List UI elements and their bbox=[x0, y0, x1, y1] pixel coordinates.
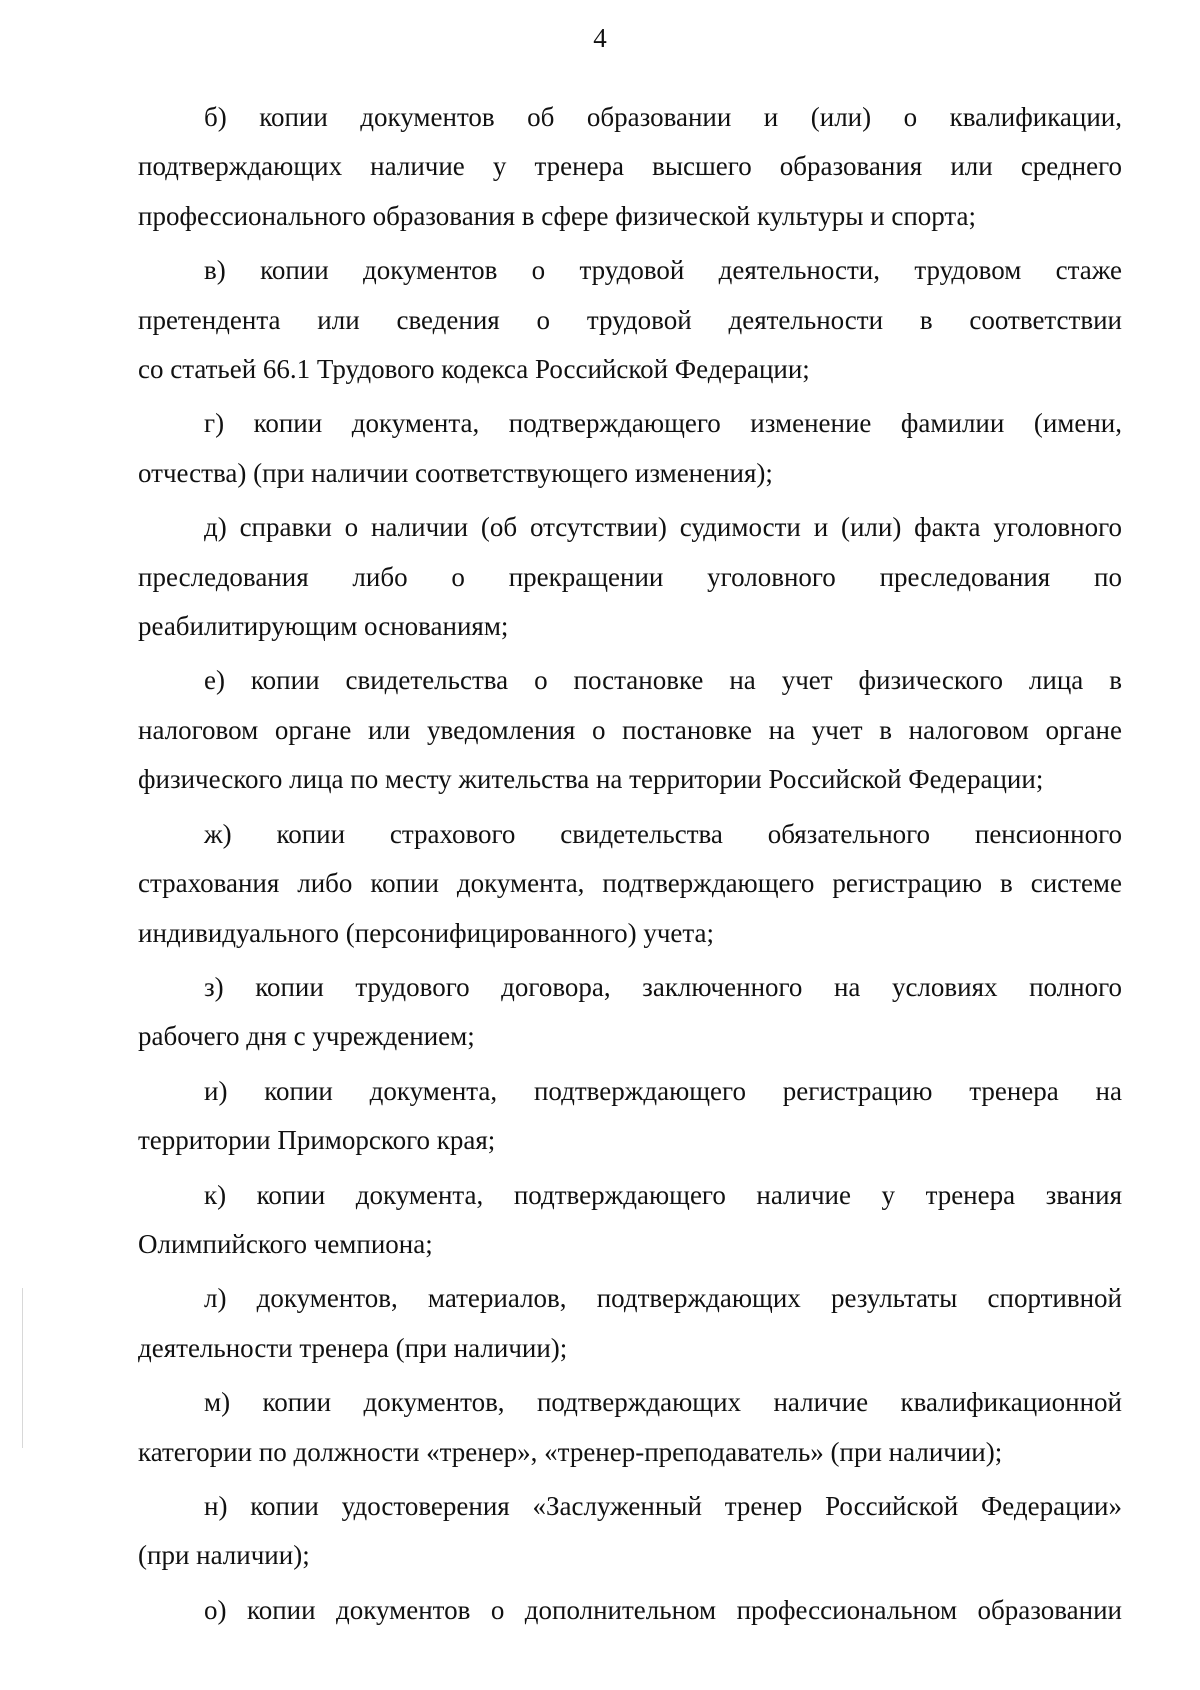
paragraph-line: з) копии трудового договора, заключенного на условиях полного bbox=[204, 971, 1122, 1002]
paragraph-b bbox=[138, 93, 1122, 241]
paragraph-line: претендента или сведения о трудовой деятельности в соответствии bbox=[138, 304, 1122, 335]
paragraph-line: физического лица по месту жительства на территории Российской Федерации; bbox=[138, 764, 1044, 795]
paragraph-k bbox=[138, 1171, 1122, 1270]
paragraph-line: преследования либо о прекращении уголовного преследования по bbox=[138, 561, 1122, 592]
paragraph-line: деятельности тренера (при наличии); bbox=[138, 1332, 568, 1363]
scan-edge-mark bbox=[22, 1288, 23, 1448]
paragraph-line: профессионального образования в сфере физической культуры и спорта; bbox=[138, 200, 977, 231]
paragraph-line: н) копии удостоверения «Заслуженный тренер Российской Федерации» bbox=[204, 1490, 1122, 1521]
paragraph-line: реабилитирующим основаниям; bbox=[138, 611, 509, 642]
paragraph-line: рабочего дня с учреждением; bbox=[138, 1021, 475, 1052]
paragraph-line: б) копии документов об образовании и (или) о квалификации, bbox=[204, 102, 1122, 132]
paragraph-line: территории Приморского края; bbox=[138, 1125, 496, 1156]
paragraph-line: страхования либо копии документа, подтверждающего регистрацию в системе bbox=[138, 868, 1122, 899]
paragraph-n bbox=[138, 1482, 1122, 1581]
paragraph-m bbox=[138, 1378, 1122, 1477]
paragraph-line: подтверждающих наличие у тренера высшего образования или среднего bbox=[138, 151, 1122, 182]
paragraph-line: Олимпийского чемпиона; bbox=[138, 1228, 433, 1259]
paragraph-i bbox=[138, 1067, 1122, 1166]
paragraph-line: к) копии документа, подтверждающего наличие у тренера звания bbox=[204, 1179, 1122, 1210]
paragraph-line: (при наличии); bbox=[138, 1540, 310, 1571]
paragraph-line: д) справки о наличии (об отсутствии) судимости и (или) факта уголовного bbox=[204, 512, 1122, 543]
paragraph-z bbox=[138, 963, 1122, 1062]
paragraph-line: налоговом органе или уведомления о постановке на учет в налоговом органе bbox=[138, 714, 1122, 745]
paragraph-line: е) копии свидетельства о постановке на учет физического лица в bbox=[204, 665, 1122, 696]
paragraph-line: л) документов, материалов, подтверждающих результаты спортивной bbox=[204, 1283, 1122, 1314]
paragraph-line: в) копии документов о трудовой деятельности, трудовом стаже bbox=[204, 255, 1122, 286]
paragraph-line: м) копии документов, подтверждающих наличие квалификационной bbox=[204, 1387, 1122, 1418]
paragraph-l bbox=[138, 1274, 1122, 1373]
page-number: 4 bbox=[593, 23, 607, 53]
paragraph-g bbox=[138, 399, 1122, 498]
paragraph-line: отчества) (при наличии соответствующего изменения); bbox=[138, 457, 773, 488]
paragraph-v bbox=[138, 246, 1122, 394]
paragraph-line: и) копии документа, подтверждающего регистрацию тренера на bbox=[204, 1075, 1122, 1106]
paragraph-o bbox=[138, 1586, 1122, 1635]
paragraph-line: со статьей 66.1 Трудового кодекса Российской Федерации; bbox=[138, 354, 810, 385]
paragraph-line: индивидуального (персонифицированного) учета; bbox=[138, 917, 715, 948]
document-body bbox=[138, 93, 1122, 1640]
paragraph-zh bbox=[138, 810, 1122, 958]
paragraph-line: ж) копии страхового свидетельства обязательного пенсионного bbox=[204, 818, 1122, 849]
paragraph-line: г) копии документа, подтверждающего изменение фамилии (имени, bbox=[204, 408, 1122, 439]
paragraph-line: категории по должности «тренер», «тренер-преподаватель» (при наличии); bbox=[138, 1436, 1003, 1467]
paragraph-line: о) копии документов о дополнительном профессиональном образовании bbox=[204, 1594, 1122, 1625]
paragraph-e bbox=[138, 656, 1122, 804]
paragraph-d bbox=[138, 503, 1122, 651]
